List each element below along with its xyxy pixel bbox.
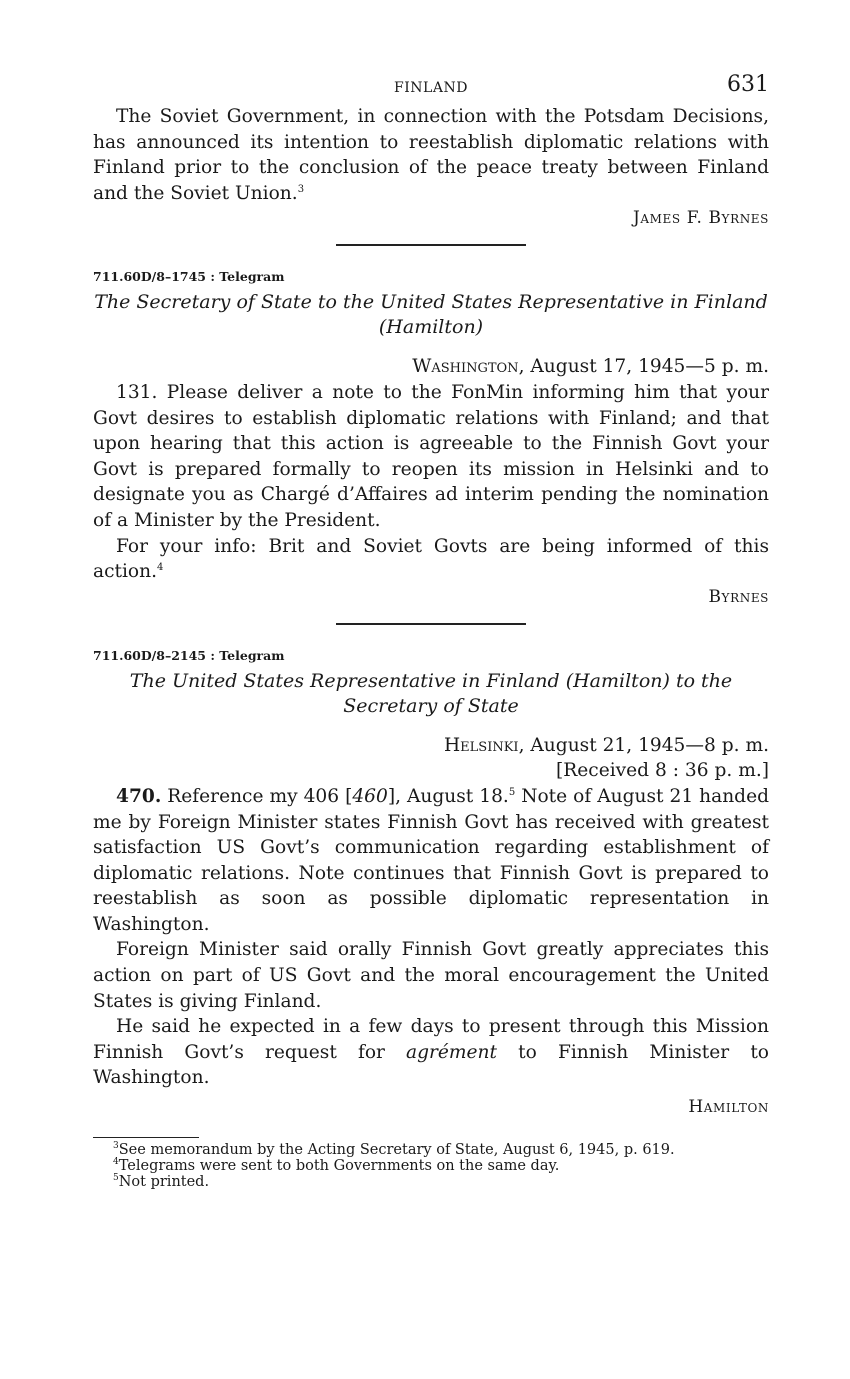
file-number: 711.60D/8–1745 : Telegram bbox=[93, 269, 285, 285]
telegram-paragraph: 131. Please deliver a note to the FonMin informing him that your Govt desires to establish diplomatic relations with Finland; and that upon hearing that this action is agreeable to the Finnish Govt your Govt is prepared formally to reopen its mission in Helsinki and to designate you as Chargé d’Affaires ad interim pending the nomination of a Minister by the President. bbox=[93, 381, 770, 531]
page-number: 631 bbox=[727, 72, 769, 97]
section-divider bbox=[336, 623, 526, 625]
footnotes bbox=[93, 1142, 769, 1190]
telegram-paragraph: Foreign Minister said orally Finnish Govt greatly appreciates this action on part of US Govt and the moral encouragement the United States is giving Finland. bbox=[93, 939, 769, 1012]
footnote: $^5$Not printed. bbox=[113, 1173, 210, 1191]
opening-paragraph: The Soviet Government, in connection with the Potsdam Decisions, has announced its intention to reestablish diplomatic relations with Finland prior to the conclusion of the peace treaty between Finland and the Soviet Union.$^3$ bbox=[93, 106, 769, 204]
footnote: $^3$See memorandum by the Acting Secretary of State, August 6, 1945, p. 619. bbox=[113, 1141, 675, 1159]
file-number: 711.60D/8–2145 : Telegram bbox=[93, 647, 285, 663]
running-title: FINLAND bbox=[394, 80, 468, 96]
section-divider bbox=[336, 244, 526, 246]
document-heading: The Secretary of State to the United States Representative in Finland (Hamilton) bbox=[94, 291, 768, 339]
document-page bbox=[93, 70, 769, 1190]
footnote: $^4$Telegrams were sent to both Governments on the same day. bbox=[113, 1157, 560, 1175]
signature-byrnes: Byrnes bbox=[708, 586, 769, 607]
received-line: [Received 8 : 36 p. m.] bbox=[556, 760, 769, 782]
telegram-paragraph: He said he expected in a few days to present through this Mission Finnish Govt’s request for agrément to Finnish Minister to Washington. bbox=[93, 1016, 769, 1089]
signature-byrnes-full: James F. Byrnes bbox=[632, 208, 769, 229]
footnote-ref: 5 bbox=[508, 786, 516, 798]
telegram-paragraph: For your info: Brit and Soviet Govts are being informed of this action.$^4$ bbox=[93, 535, 769, 583]
signature-hamilton: Hamilton bbox=[688, 1097, 769, 1118]
dateline: Helsinki, August 21, 1945—8 p. m. bbox=[443, 734, 769, 756]
footnote-divider bbox=[93, 1137, 199, 1138]
footnote-ref: 4 bbox=[157, 561, 164, 573]
footnote-ref: 3 bbox=[297, 183, 305, 195]
document-heading: The United States Representative in Finland (Hamilton) to the Secretary of State bbox=[129, 669, 733, 717]
telegram-paragraph: 470. Reference my 406 [460], August 18.$^5$ Note of August 21 handed me by Foreign Minister states Finnish Govt has received with greatest satisfaction US Govt’s communication regarding establishment of diplomatic relations. Note continues that Finnish Govt is prepared to reestablish as soon as possible diplomatic representation in Washington. bbox=[93, 785, 769, 935]
running-header bbox=[93, 70, 769, 104]
dateline: Washington, August 17, 1945—5 p. m. bbox=[412, 356, 769, 378]
